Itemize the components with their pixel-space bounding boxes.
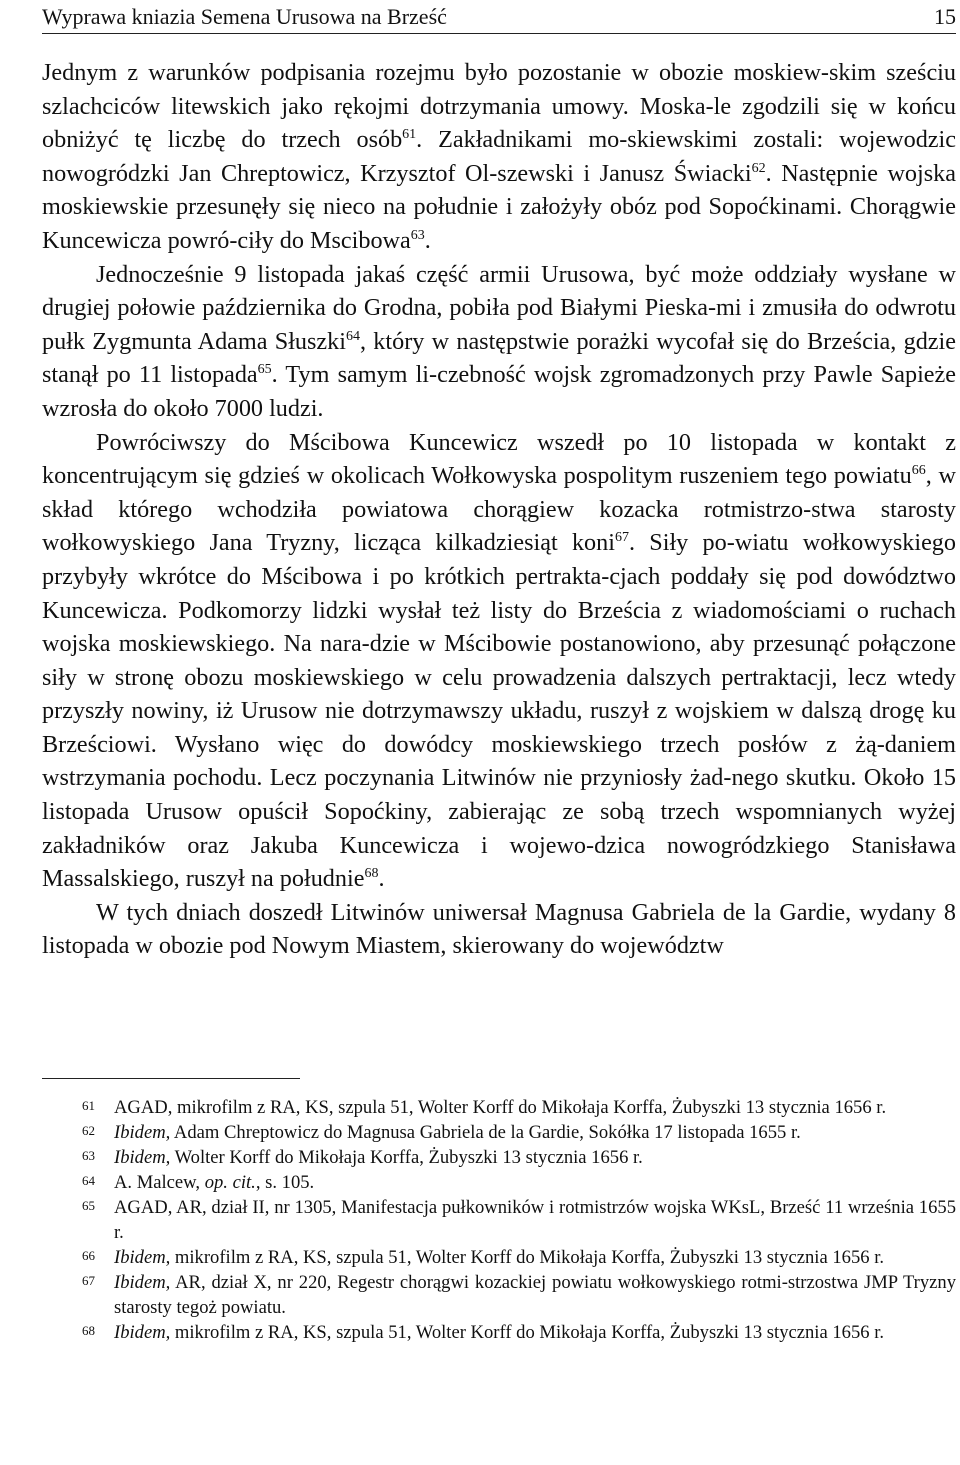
footnote-ref: 63 (410, 227, 425, 243)
text-run: . Następnie wojska moskiewskie przesunęły się nieco na południe i założyły obóz pod Sopoćkinami. Chorągwie Kuncewicza powró-ciły do Mscibowa (42, 159, 956, 254)
text-run: Jednocześnie 9 listopada jakaś część armii Urusowa, być może oddziały wysłane w drugiej połowie października do Grodna, pobiła pod Białymi Pieska-mi i zmusiła do odwrotu pułk Zygmunta Adama Słuszki (42, 260, 956, 355)
footnote-number: 63 (82, 1148, 95, 1163)
footnote-separator (42, 1078, 300, 1079)
footnote-italic: Ibidem, (114, 1272, 171, 1293)
footnote (42, 1095, 956, 1120)
text-run: , który w następstwie porażki wycofał się do Brześcia, gdzie stanął po 11 listopada (42, 327, 956, 389)
footnote (42, 1195, 956, 1245)
footnote-number: 61 (82, 1098, 95, 1113)
footnote-number: 66 (82, 1248, 95, 1263)
footnote-italic: Ibidem, (114, 1322, 171, 1343)
footnote (42, 1245, 956, 1270)
footnote-italic: op. cit. (204, 1172, 256, 1193)
footnote-text: Adam Chreptowicz do Magnusa Gabriela de la Gardie, Sokółka 17 listopada 1655 r. (170, 1122, 801, 1143)
footnote (42, 1320, 956, 1345)
paragraph-1 (42, 56, 956, 258)
text-run: . (378, 865, 385, 893)
footnotes (42, 1095, 956, 1345)
footnote-italic: Ibidem, (114, 1147, 171, 1168)
footnote-italic: Ibidem, (114, 1122, 171, 1143)
footnote-italic: Ibidem, (114, 1247, 171, 1268)
footnote-text: , s. 105. (255, 1172, 315, 1193)
footnote-text: mikrofilm z RA, KS, szpula 51, Wolter Korff do Mikołaja Korffa, Żubyszki 13 stycznia 1656 r. (170, 1247, 885, 1268)
running-header (42, 3, 956, 34)
footnote-ref: 62 (751, 160, 766, 176)
running-title: Wyprawa kniazia Semena Urusowa na Brześć (42, 4, 447, 29)
paragraph-4: W tych dniach doszedł Litwinów uniwersał Magnusa Gabriela de la Gardie, wydany 8 listopada w obozie pod Nowym Miastem, skierowany do województw (42, 898, 956, 960)
footnote-ref: 68 (364, 866, 379, 882)
text-run: , w skład którego wchodziła powiatowa chorągiew kozacka rotmistrzo-stwa starosty wołkowyskiego Jana Tryzny, licząca kilkadziesiąt koni (42, 462, 956, 557)
paragraph-2 (42, 258, 956, 426)
footnote-number: 68 (82, 1323, 95, 1338)
text-run: . (424, 226, 431, 254)
footnote-number: 65 (82, 1198, 95, 1213)
footnote (42, 1120, 956, 1145)
footnote-text: AGAD, mikrofilm z RA, KS, szpula 51, Wolter Korff do Mikołaja Korffa, Żubyszki 13 stycznia 1656 r. (114, 1097, 887, 1118)
page-number: 15 (934, 4, 956, 29)
footnote-ref: 65 (257, 362, 272, 378)
footnote-ref: 66 (911, 463, 926, 479)
text-run: Jednym z warunków podpisania rozejmu było pozostanie w obozie moskiew-skim sześciu szlachciców litewskich jako rękojmi dotrzymania umowy. Moska-le zgodzili się w końcu obniżyć tę liczbę do trzech osób (42, 59, 956, 154)
footnote-ref: 61 (402, 127, 417, 143)
footnote-text: AR, dział X, nr 220, Regestr chorągwi kozackiej powiatu wołkowyskiego rotmi-strzostwa JMP Tryzny starosty tegoż powiatu. (114, 1272, 956, 1318)
footnote-number: 62 (82, 1123, 95, 1138)
footnote-ref: 67 (614, 530, 629, 546)
footnote-text: A. Malcew, (114, 1172, 205, 1193)
footnote (42, 1145, 956, 1170)
footnote-text: mikrofilm z RA, KS, szpula 51, Wolter Korff do Mikołaja Korffa, Żubyszki 13 stycznia 1656 r. (170, 1322, 885, 1343)
text-run: . Tym samym li-czebność wojsk zgromadzonych przy Pawle Sapieże wzrosła do około 7000 ludzi. (42, 361, 956, 422)
footnote (42, 1270, 956, 1320)
body-text (42, 56, 956, 963)
footnote-text: Wolter Korff do Mikołaja Korffa, Żubyszki 13 stycznia 1656 r. (170, 1147, 643, 1168)
footnote (42, 1170, 956, 1195)
paragraph-3 (42, 426, 956, 896)
footnote-text: AGAD, AR, dział II, nr 1305, Manifestacja pułkowników i rotmistrzów wojska WKsL, Brześć 11 września 1655 r. (114, 1197, 956, 1243)
footnote-ref: 64 (345, 328, 360, 344)
text-run: . Zakładnikami mo-skiewskimi zostali: wojewodzic nowogródzki Jan Chreptowicz, Krzysztof Ol-szewski i Janusz Świacki (42, 126, 956, 187)
footnote-number: 64 (82, 1173, 95, 1188)
text-run: . Siły po-wiatu wołkowyskiego przybyły wkrótce do Mścibowa i po krótkich pertrakta-cjach poddały się pod dowództwo Kuncewicza. Podkomorzy lidzki wysłał też listy do Brześcia z wiadomościami o ruchach wojska moskiewskiego. Na nara-dzie w Mścibowie postanowiono, aby przesunąć połączone siły w stronę obozu moskiewskiego w celu prowadzenia dalszych pertraktacji, lecz wtedy przyszły nowiny, iż Urusow nie dotrzymawszy układu, ruszył z wojskiem w dalszą drogę ku Brześciowi. Wysłano więc do dowódcy moskiewskiego trzech posłów z żą-daniem wstrzymania pochodu. Lecz poczynania Litwinów nie przyniosły żad-nego skutku. Około 15 listopada Urusow opuścił Sopoćkiny, zabierając ze sobą trzech wspomnianych wyżej zakładników oraz Jakuba Kuncewicza i wojewo-dzica nowogródzkiego Stanisława Massalskiego, ruszył na południe (42, 529, 956, 893)
footnote-number: 67 (82, 1273, 95, 1288)
text-run: Powróciwszy do Mścibowa Kuncewicz wszedł po 10 listopada w kontakt z koncentrującym się gdzieś w okolicach Wołkowyska pospolitym ruszeniem tego powiatu (42, 428, 956, 490)
